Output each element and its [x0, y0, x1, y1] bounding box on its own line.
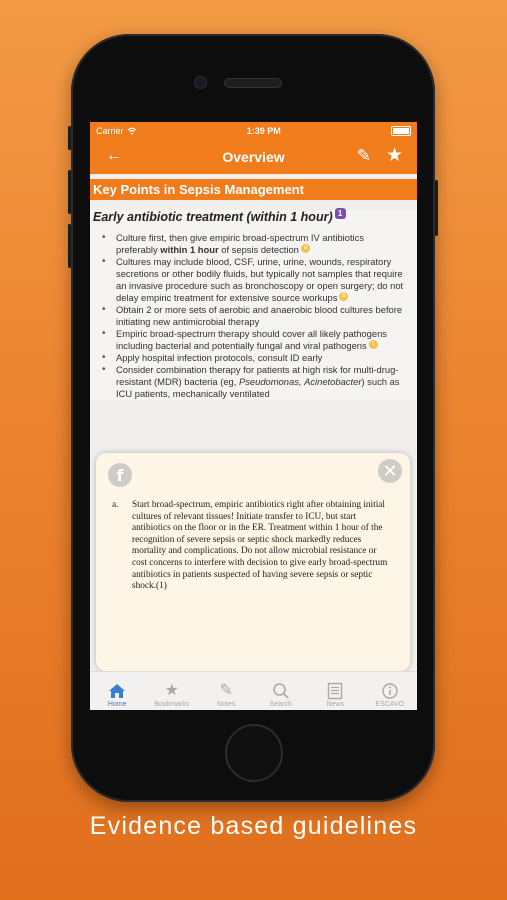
subheading-text: Early antibiotic treatment (within 1 hour): [93, 210, 333, 224]
tab-home[interactable]: [90, 672, 145, 710]
tab-bar: [90, 671, 417, 710]
page-title: Overview: [222, 149, 285, 165]
point-text: Obtain 2 or more sets of aerobic and anaerobic blood cultures before initiating new antimicrobial therapy: [116, 304, 403, 327]
list-item: [99, 256, 406, 304]
pathogen-name: Acinetobacter: [304, 376, 362, 387]
key-points-list: [93, 232, 414, 400]
search-icon: [272, 681, 290, 701]
popup-body: Start broad-spectrum, empiric antibiotics right after obtaining initial cultures of relevant tissues! Initiate transfer to ICU, but start antibiotics on the floor or in the ER. Treatment within 1 hour of the recognition of severe sepsis or septic shock markedly reduces mortality and complications. Do not allow microbial resistance or cost concerns to interfere with decision to give early broad-spectrum antibiotics in patients suspected of having severe sepsis or septic shock.(1): [132, 500, 388, 592]
pencil-icon: ✎: [219, 682, 233, 699]
evidence-badge[interactable]: 1: [335, 208, 346, 219]
tab-label: News: [326, 701, 344, 708]
earpiece-speaker: [224, 78, 282, 88]
status-time: 1:39 PM: [246, 126, 281, 136]
point-text: of sepsis detection: [218, 244, 299, 255]
tab-label: Bookmarks: [154, 701, 190, 708]
close-icon[interactable]: ✕: [378, 459, 402, 483]
point-text: Empiric broad-spectrum therapy should cover all likely pathogens including bacterial and potentially fungal and viral pathogens: [116, 328, 387, 351]
news-icon: [327, 681, 343, 701]
tab-notes[interactable]: [199, 672, 254, 710]
status-bar: [90, 122, 417, 140]
reference-popup: [96, 453, 410, 671]
list-item: [99, 328, 406, 352]
nav-bar: [90, 140, 417, 174]
wifi-icon: [127, 127, 137, 135]
reference-icon[interactable]: c: [369, 340, 378, 349]
point-text: ) such as ICU patients, mechanically ventilated: [116, 376, 400, 399]
power-button: [435, 180, 438, 236]
reference-icon[interactable]: b: [339, 292, 348, 301]
pencil-icon[interactable]: ✎: [356, 146, 371, 165]
tab-label: Home: [107, 701, 127, 708]
tab-label: Search: [269, 701, 292, 708]
star-icon: ★: [164, 682, 179, 699]
carrier-label: Carrier: [96, 126, 124, 136]
volume-up-button: [68, 170, 71, 214]
popup-text: [112, 500, 388, 593]
star-icon[interactable]: ★: [385, 145, 403, 166]
app-screen: [90, 122, 417, 710]
tab-search[interactable]: [254, 672, 309, 710]
point-text: Apply hospital infection protocols, consult ID early: [116, 352, 323, 363]
battery-icon: [391, 126, 411, 136]
front-camera: [194, 76, 207, 89]
pathogen-name: Pseudomonas,: [238, 376, 302, 387]
section-header: Key Points in Sepsis Management: [90, 179, 417, 200]
list-item: [99, 232, 406, 256]
list-item: [99, 352, 406, 364]
silent-switch: [68, 126, 71, 150]
list-item: [99, 364, 406, 400]
point-text: Cultures may include blood, CSF, urine, urine, wounds, respiratory secretions or other bodily fluids, but typically not samples that require an invasive procedure such as bronchoscopy or open surgery; do not delay empiric treatment for extensive source workups: [116, 256, 404, 303]
tab-label: ESCAVO: [375, 701, 405, 708]
tab-escavo[interactable]: [363, 672, 418, 710]
arrow-left-icon[interactable]: ←: [106, 147, 122, 164]
reference-icon[interactable]: a: [301, 244, 310, 253]
point-bold-text: within 1 hour: [160, 244, 219, 255]
point-text: Culture first, then give empiric broad-spectrum IV antibiotics preferably: [116, 232, 365, 255]
list-item: [99, 304, 406, 328]
point-text: Consider combination therapy for patients at high risk for multi-drug-resistant (MDR) bacteria (eg,: [116, 364, 399, 387]
volume-down-button: [68, 224, 71, 268]
home-icon: [108, 681, 126, 701]
tab-bookmarks[interactable]: [145, 672, 200, 710]
tab-label: Notes: [217, 701, 236, 708]
content-area: [90, 210, 417, 400]
facebook-icon[interactable]: f: [108, 463, 132, 487]
home-button[interactable]: [225, 724, 283, 782]
popup-label: a.: [112, 500, 119, 510]
subheading: [93, 210, 414, 224]
promo-caption: Evidence based guidelines: [89, 812, 418, 840]
info-icon: [381, 681, 399, 701]
carrier: [96, 126, 137, 136]
tab-news[interactable]: [308, 672, 363, 710]
